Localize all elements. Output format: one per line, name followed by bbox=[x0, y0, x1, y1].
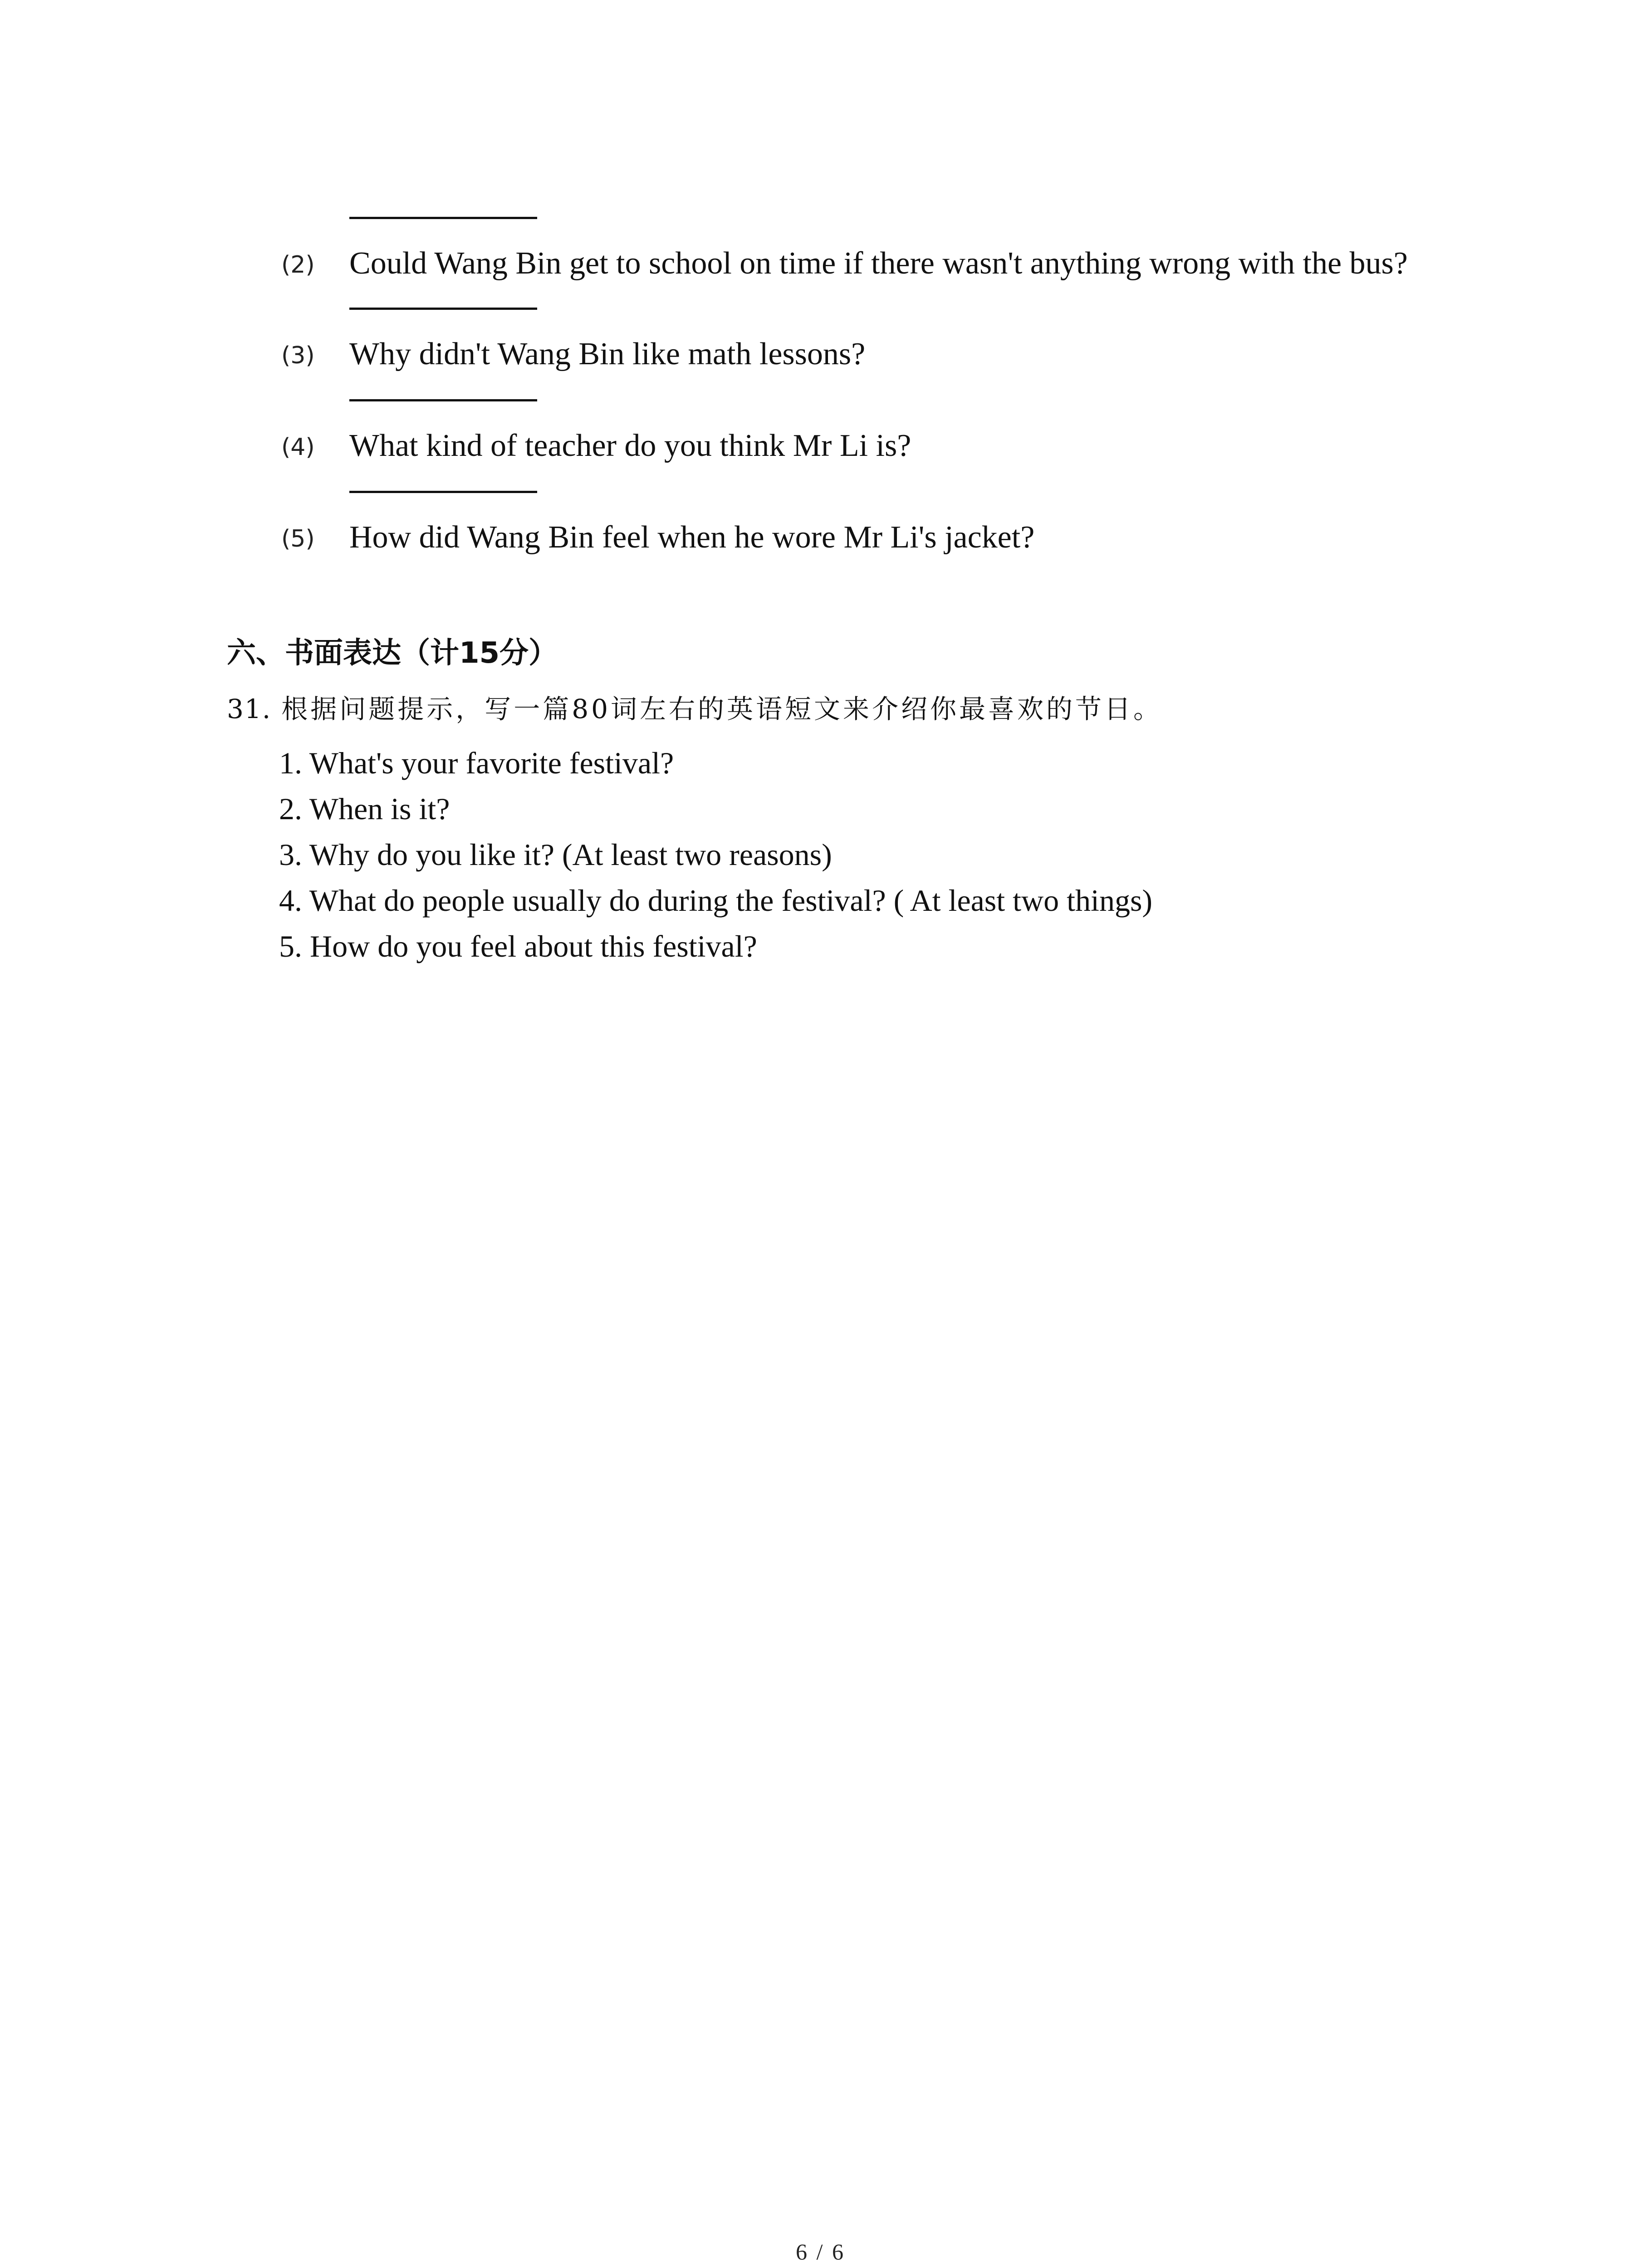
answer-blank[interactable] bbox=[349, 308, 537, 310]
hint-item: 4. What do people usually do during the festival? ( At least two things) bbox=[279, 883, 1153, 918]
question-number: (4) bbox=[281, 434, 315, 461]
question-number: (5) bbox=[281, 525, 315, 552]
hint-item: 5. How do you feel about this festival? bbox=[279, 929, 757, 963]
question-text: Could Wang Bin get to school on time if there wasn't anything wrong with the bus? bbox=[349, 246, 1408, 281]
writing-prompt bbox=[227, 696, 1162, 722]
question-row bbox=[281, 391, 1552, 463]
hint-list bbox=[279, 740, 1152, 969]
answer-blank[interactable] bbox=[349, 491, 537, 493]
answer-blank[interactable] bbox=[349, 399, 537, 401]
question-row bbox=[281, 209, 1552, 281]
section-heading: 六、书面表达（计15分） bbox=[227, 636, 558, 670]
question-number: (2) bbox=[281, 251, 315, 279]
prompt-number: 31. bbox=[227, 694, 272, 724]
question-text: What kind of teacher do you think Mr Li is? bbox=[349, 428, 911, 463]
question-row bbox=[281, 483, 1552, 555]
page-number: 6 / 6 bbox=[796, 2239, 845, 2264]
question-number: (3) bbox=[281, 342, 315, 369]
question-text: Why didn't Wang Bin like math lessons? bbox=[349, 337, 866, 371]
hint-item: 2. When is it? bbox=[279, 792, 450, 826]
answer-blank[interactable] bbox=[349, 217, 537, 219]
hint-item: 3. Why do you like it? (At least two reasons) bbox=[279, 837, 832, 872]
prompt-text: 根据问题提示，写一篇80词左右的英语短文来介绍你最喜欢的节日。 bbox=[281, 694, 1163, 724]
question-row bbox=[281, 299, 1552, 371]
question-text: How did Wang Bin feel when he wore Mr Li's jacket? bbox=[349, 520, 1035, 555]
hint-item: 1. What's your favorite festival? bbox=[279, 746, 674, 780]
